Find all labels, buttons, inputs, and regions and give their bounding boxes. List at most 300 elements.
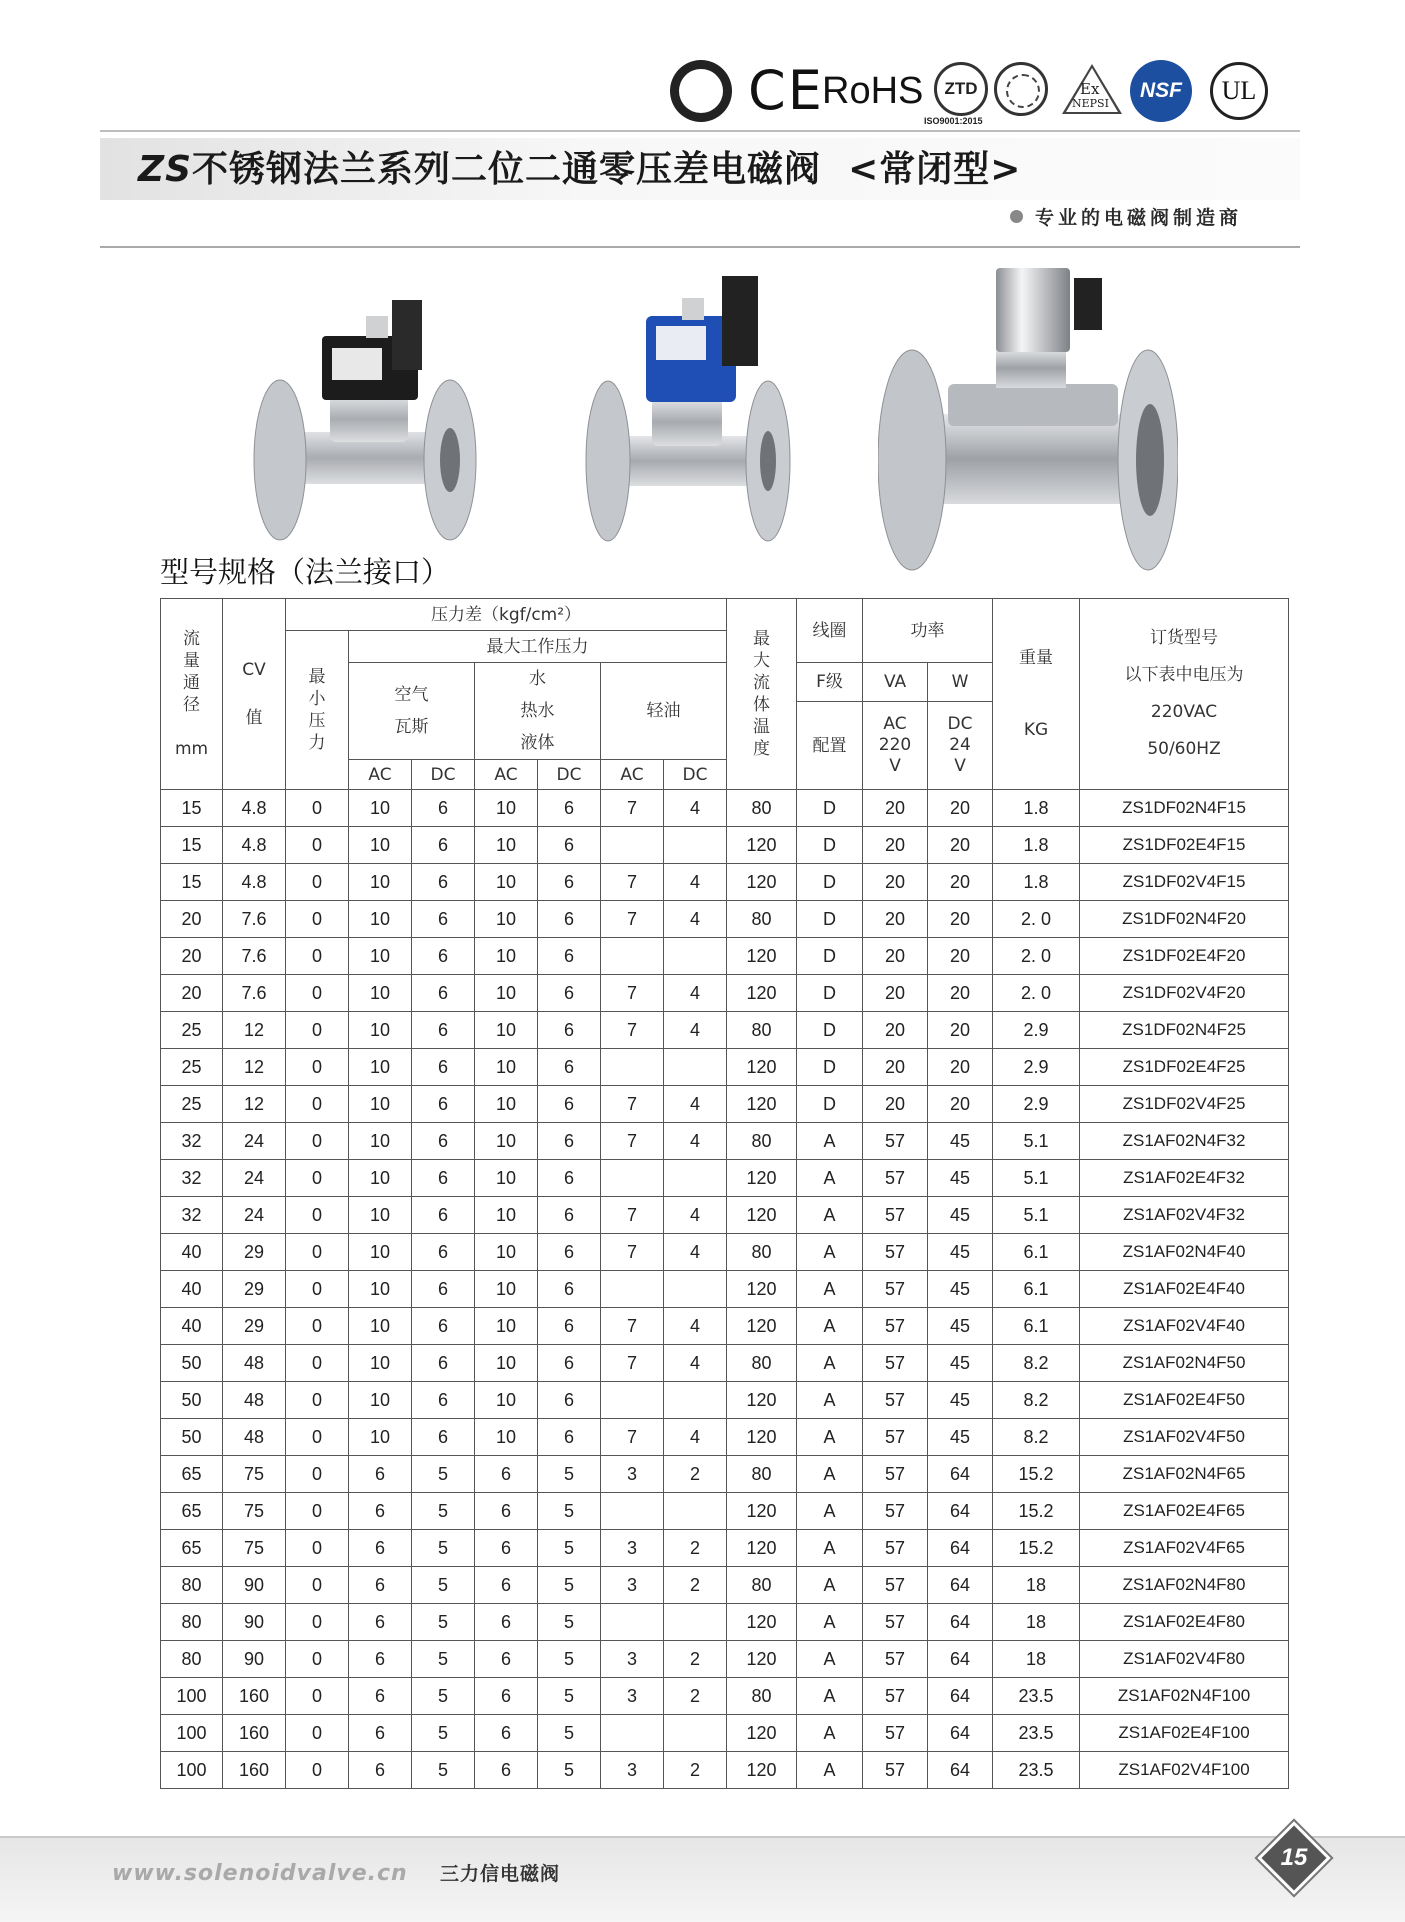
order-model-cell: ZS1AF02E4F65 bbox=[1080, 1493, 1289, 1530]
table-cell: 120 bbox=[727, 1197, 797, 1234]
table-row bbox=[161, 864, 1289, 901]
table-cell: 0 bbox=[286, 1123, 349, 1160]
subtitle-text: 专业的电磁阀制造商 bbox=[1035, 207, 1243, 229]
table-cell: 57 bbox=[863, 1604, 928, 1641]
table-cell bbox=[664, 938, 727, 975]
table-cell: D bbox=[797, 827, 863, 864]
table-cell: 6 bbox=[538, 1234, 601, 1271]
table-cell: 4 bbox=[664, 864, 727, 901]
table-cell: 57 bbox=[863, 1197, 928, 1234]
table-cell: 57 bbox=[863, 1752, 928, 1789]
table-cell: 6 bbox=[475, 1752, 538, 1789]
table-cell bbox=[664, 1271, 727, 1308]
ac220-header: AC 220 V bbox=[863, 702, 928, 790]
table-cell: 7.6 bbox=[223, 901, 286, 938]
table-cell: 45 bbox=[928, 1160, 993, 1197]
table-cell: 7 bbox=[601, 1345, 664, 1382]
table-cell: 6 bbox=[538, 938, 601, 975]
table-cell: 20 bbox=[863, 901, 928, 938]
table-cell: 6 bbox=[412, 1234, 475, 1271]
table-row bbox=[161, 901, 1289, 938]
table-cell bbox=[664, 1493, 727, 1530]
table-cell: 0 bbox=[286, 1086, 349, 1123]
table-cell: 80 bbox=[161, 1604, 223, 1641]
table-cell: 20 bbox=[863, 1012, 928, 1049]
table-cell: 6 bbox=[475, 1456, 538, 1493]
table-row bbox=[161, 1271, 1289, 1308]
table-cell: A bbox=[797, 1456, 863, 1493]
table-cell: A bbox=[797, 1641, 863, 1678]
table-cell: 0 bbox=[286, 938, 349, 975]
certification-logos bbox=[664, 56, 1284, 128]
coil-header: 线圈 bbox=[797, 599, 863, 663]
table-cell bbox=[601, 1493, 664, 1530]
table-cell: 6 bbox=[412, 901, 475, 938]
table-cell: 75 bbox=[223, 1493, 286, 1530]
coil-class-header: F级 bbox=[797, 663, 863, 702]
weight-header: 重量 KG bbox=[993, 599, 1080, 790]
table-cell: 6 bbox=[412, 1308, 475, 1345]
table-cell: 4 bbox=[664, 1012, 727, 1049]
table-cell: 57 bbox=[863, 1382, 928, 1419]
footer-brand: 三力信电磁阀 bbox=[440, 1863, 561, 1885]
table-cell: 4.8 bbox=[223, 790, 286, 827]
table-cell: 0 bbox=[286, 1345, 349, 1382]
table-cell: 10 bbox=[475, 790, 538, 827]
table-cell: 0 bbox=[286, 1530, 349, 1567]
table-cell: 6 bbox=[412, 790, 475, 827]
table-cell: 64 bbox=[928, 1493, 993, 1530]
table-cell: 5 bbox=[412, 1715, 475, 1752]
table-cell: 5 bbox=[538, 1752, 601, 1789]
table-cell: 20 bbox=[863, 864, 928, 901]
ul-logo: UL bbox=[1210, 62, 1268, 120]
table-cell: 0 bbox=[286, 1382, 349, 1419]
table-cell: 3 bbox=[601, 1456, 664, 1493]
table-cell: 10 bbox=[349, 975, 412, 1012]
table-cell: 6 bbox=[475, 1641, 538, 1678]
table-cell: 120 bbox=[727, 827, 797, 864]
table-cell: 20 bbox=[928, 790, 993, 827]
table-cell: 6 bbox=[538, 790, 601, 827]
table-cell: 10 bbox=[349, 1086, 412, 1123]
water-ac-header: AC bbox=[475, 760, 538, 790]
table-cell: 15.2 bbox=[993, 1493, 1080, 1530]
table-cell: 10 bbox=[349, 827, 412, 864]
table-cell: 6 bbox=[475, 1567, 538, 1604]
table-cell: 10 bbox=[475, 938, 538, 975]
table-cell bbox=[664, 827, 727, 864]
table-cell: 40 bbox=[161, 1234, 223, 1271]
table-cell: 160 bbox=[223, 1752, 286, 1789]
table-row bbox=[161, 1123, 1289, 1160]
order-model-cell: ZS1AF02N4F65 bbox=[1080, 1456, 1289, 1493]
table-row bbox=[161, 1641, 1289, 1678]
table-cell: 0 bbox=[286, 1160, 349, 1197]
order-model-cell: ZS1DF02N4F20 bbox=[1080, 901, 1289, 938]
table-cell: 5 bbox=[538, 1604, 601, 1641]
table-row bbox=[161, 1160, 1289, 1197]
table-cell: 2 bbox=[664, 1456, 727, 1493]
table-row bbox=[161, 1604, 1289, 1641]
table-cell: 10 bbox=[349, 901, 412, 938]
table-cell: 20 bbox=[928, 864, 993, 901]
table-cell: 6 bbox=[412, 975, 475, 1012]
rohs-mark: RoHS bbox=[822, 70, 924, 112]
ztd-logo: ZTD bbox=[934, 62, 988, 116]
table-cell: 5 bbox=[412, 1641, 475, 1678]
table-cell: 45 bbox=[928, 1419, 993, 1456]
table-cell: 10 bbox=[475, 1012, 538, 1049]
table-cell: 5 bbox=[538, 1678, 601, 1715]
table-cell: 5 bbox=[412, 1456, 475, 1493]
table-cell: 20 bbox=[863, 938, 928, 975]
table-cell: 120 bbox=[727, 975, 797, 1012]
table-cell: 5 bbox=[412, 1678, 475, 1715]
order-model-cell: ZS1AF02E4F32 bbox=[1080, 1160, 1289, 1197]
table-cell: 6 bbox=[412, 1086, 475, 1123]
table-cell: 32 bbox=[161, 1197, 223, 1234]
table-cell: 48 bbox=[223, 1345, 286, 1382]
table-cell: 10 bbox=[475, 1197, 538, 1234]
table-cell: 3 bbox=[601, 1678, 664, 1715]
table-row bbox=[161, 1234, 1289, 1271]
table-cell bbox=[601, 827, 664, 864]
order-model-cell: ZS1DF02V4F20 bbox=[1080, 975, 1289, 1012]
table-cell: 2 bbox=[664, 1678, 727, 1715]
table-cell: 7 bbox=[601, 901, 664, 938]
table-cell: 120 bbox=[727, 1752, 797, 1789]
table-cell: 57 bbox=[863, 1715, 928, 1752]
table-cell bbox=[664, 1604, 727, 1641]
table-cell: 0 bbox=[286, 1493, 349, 1530]
footer-url: www.solenoidvalve.cn bbox=[112, 1861, 408, 1886]
table-cell: 4 bbox=[664, 1345, 727, 1382]
table-cell: 5 bbox=[538, 1456, 601, 1493]
table-cell: 6 bbox=[538, 1012, 601, 1049]
table-cell: 10 bbox=[475, 1160, 538, 1197]
table-cell: 120 bbox=[727, 1049, 797, 1086]
table-cell: 0 bbox=[286, 864, 349, 901]
title-prefix: ZS bbox=[138, 149, 193, 190]
table-cell: 6 bbox=[412, 1049, 475, 1086]
table-cell: 5.1 bbox=[993, 1123, 1080, 1160]
table-cell: 40 bbox=[161, 1308, 223, 1345]
table-cell: 64 bbox=[928, 1641, 993, 1678]
table-cell: 0 bbox=[286, 1308, 349, 1345]
table-cell: 6 bbox=[412, 827, 475, 864]
table-cell: 45 bbox=[928, 1308, 993, 1345]
table-row bbox=[161, 1086, 1289, 1123]
order-model-cell: ZS1DF02N4F15 bbox=[1080, 790, 1289, 827]
order-model-cell: ZS1AF02N4F40 bbox=[1080, 1234, 1289, 1271]
table-cell: 4.8 bbox=[223, 827, 286, 864]
table-cell: 7.6 bbox=[223, 975, 286, 1012]
table-cell: 10 bbox=[349, 1382, 412, 1419]
table-cell: 3 bbox=[601, 1641, 664, 1678]
table-cell: 6 bbox=[412, 1271, 475, 1308]
table-cell: 65 bbox=[161, 1530, 223, 1567]
table-cell: 6 bbox=[412, 1382, 475, 1419]
table-cell: 5 bbox=[412, 1493, 475, 1530]
w-header: W bbox=[928, 663, 993, 702]
va-header: VA bbox=[863, 663, 928, 702]
table-cell: 10 bbox=[349, 1234, 412, 1271]
table-cell: 0 bbox=[286, 901, 349, 938]
table-cell bbox=[601, 1715, 664, 1752]
table-cell: 120 bbox=[727, 1493, 797, 1530]
table-cell: 10 bbox=[349, 1123, 412, 1160]
order-model-cell: ZS1AF02E4F80 bbox=[1080, 1604, 1289, 1641]
table-cell: 10 bbox=[475, 975, 538, 1012]
table-cell: 6 bbox=[538, 1419, 601, 1456]
table-cell: 6 bbox=[412, 1012, 475, 1049]
table-row bbox=[161, 1419, 1289, 1456]
order-model-cell: ZS1DF02E4F25 bbox=[1080, 1049, 1289, 1086]
table-cell: 12 bbox=[223, 1086, 286, 1123]
table-cell: 0 bbox=[286, 1567, 349, 1604]
title-top-rule bbox=[100, 130, 1300, 132]
table-cell: 5 bbox=[538, 1493, 601, 1530]
table-cell: 7 bbox=[601, 1419, 664, 1456]
table-cell: 7 bbox=[601, 1234, 664, 1271]
table-cell: 2. 0 bbox=[993, 901, 1080, 938]
water-header: 水 热水 液体 bbox=[475, 663, 601, 760]
bore-header: 流量通径 mm bbox=[161, 599, 223, 790]
table-cell: 3 bbox=[601, 1530, 664, 1567]
table-cell: 120 bbox=[727, 1641, 797, 1678]
table-row bbox=[161, 827, 1289, 864]
table-cell: 5 bbox=[538, 1567, 601, 1604]
order-model-cell: ZS1DF02N4F25 bbox=[1080, 1012, 1289, 1049]
table-cell: 20 bbox=[928, 938, 993, 975]
table-cell: 6 bbox=[538, 1308, 601, 1345]
table-cell: D bbox=[797, 790, 863, 827]
table-cell: 0 bbox=[286, 1715, 349, 1752]
table-cell: 0 bbox=[286, 1197, 349, 1234]
table-row bbox=[161, 1197, 1289, 1234]
spec-table-body bbox=[161, 790, 1289, 1789]
table-cell: 20 bbox=[161, 975, 223, 1012]
table-cell: 4 bbox=[664, 1308, 727, 1345]
table-cell: 0 bbox=[286, 1234, 349, 1271]
table-cell: 4 bbox=[664, 1419, 727, 1456]
table-cell: 0 bbox=[286, 1271, 349, 1308]
table-cell: 25 bbox=[161, 1049, 223, 1086]
cv-header: CV 值 bbox=[223, 599, 286, 790]
table-cell: 57 bbox=[863, 1345, 928, 1382]
table-cell: 5.1 bbox=[993, 1197, 1080, 1234]
table-cell: 57 bbox=[863, 1678, 928, 1715]
table-cell: 6 bbox=[538, 1345, 601, 1382]
table-cell: A bbox=[797, 1160, 863, 1197]
table-cell: 120 bbox=[727, 1086, 797, 1123]
table-cell: 57 bbox=[863, 1419, 928, 1456]
table-cell: A bbox=[797, 1419, 863, 1456]
table-cell: 65 bbox=[161, 1493, 223, 1530]
table-cell: D bbox=[797, 901, 863, 938]
max-temp-header: 最大流体温度 bbox=[727, 599, 797, 790]
table-cell: 45 bbox=[928, 1234, 993, 1271]
table-cell: 6 bbox=[349, 1678, 412, 1715]
table-cell: 29 bbox=[223, 1308, 286, 1345]
table-cell: 90 bbox=[223, 1567, 286, 1604]
table-cell: 0 bbox=[286, 1641, 349, 1678]
table-cell: A bbox=[797, 1493, 863, 1530]
table-cell: 10 bbox=[475, 827, 538, 864]
table-row bbox=[161, 1678, 1289, 1715]
order-model-cell: ZS1AF02E4F100 bbox=[1080, 1715, 1289, 1752]
table-cell: 23.5 bbox=[993, 1752, 1080, 1789]
table-cell: 7 bbox=[601, 790, 664, 827]
table-cell: 90 bbox=[223, 1641, 286, 1678]
table-cell: 6 bbox=[349, 1493, 412, 1530]
table-cell: 57 bbox=[863, 1271, 928, 1308]
table-cell: 18 bbox=[993, 1604, 1080, 1641]
table-cell: 24 bbox=[223, 1123, 286, 1160]
table-cell: 2.9 bbox=[993, 1012, 1080, 1049]
table-cell: D bbox=[797, 1086, 863, 1123]
table-cell: 50 bbox=[161, 1345, 223, 1382]
table-cell bbox=[601, 1604, 664, 1641]
table-cell: 7 bbox=[601, 1308, 664, 1345]
table-cell: 6 bbox=[412, 1345, 475, 1382]
table-cell: 23.5 bbox=[993, 1715, 1080, 1752]
table-cell: 57 bbox=[863, 1308, 928, 1345]
table-cell: 10 bbox=[349, 1308, 412, 1345]
table-cell: 6 bbox=[538, 864, 601, 901]
table-cell: 80 bbox=[727, 790, 797, 827]
table-cell: 6 bbox=[349, 1567, 412, 1604]
title-main: 不锈钢法兰系列二位二通零压差电磁阀 bbox=[192, 149, 822, 190]
tuv-nord-logo bbox=[670, 60, 732, 122]
table-row bbox=[161, 790, 1289, 827]
table-cell: 10 bbox=[475, 901, 538, 938]
table-cell: 10 bbox=[349, 864, 412, 901]
table-cell: 80 bbox=[727, 1567, 797, 1604]
table-cell: 120 bbox=[727, 938, 797, 975]
order-model-cell: ZS1AF02V4F80 bbox=[1080, 1641, 1289, 1678]
title-band bbox=[100, 138, 1300, 200]
table-cell: 20 bbox=[863, 827, 928, 864]
table-cell: 100 bbox=[161, 1752, 223, 1789]
table-cell: 10 bbox=[349, 1197, 412, 1234]
table-cell: 15 bbox=[161, 864, 223, 901]
table-cell: 57 bbox=[863, 1234, 928, 1271]
table-cell: 6.1 bbox=[993, 1234, 1080, 1271]
table-cell: 6 bbox=[349, 1530, 412, 1567]
table-cell: 64 bbox=[928, 1678, 993, 1715]
table-cell: 8.2 bbox=[993, 1382, 1080, 1419]
table-cell: A bbox=[797, 1123, 863, 1160]
oil-ac-header: AC bbox=[601, 760, 664, 790]
table-cell: 6 bbox=[349, 1604, 412, 1641]
table-cell: A bbox=[797, 1271, 863, 1308]
table-cell: 1.8 bbox=[993, 790, 1080, 827]
table-cell bbox=[664, 1160, 727, 1197]
table-cell: 12 bbox=[223, 1049, 286, 1086]
table-cell: 80 bbox=[727, 1234, 797, 1271]
table-cell: 120 bbox=[727, 1160, 797, 1197]
table-cell: 6 bbox=[538, 1160, 601, 1197]
table-cell: 120 bbox=[727, 1308, 797, 1345]
table-cell: 100 bbox=[161, 1715, 223, 1752]
table-cell: 10 bbox=[475, 864, 538, 901]
table-cell: 2. 0 bbox=[993, 938, 1080, 975]
table-cell: 15.2 bbox=[993, 1530, 1080, 1567]
table-cell: 4 bbox=[664, 901, 727, 938]
table-cell: 32 bbox=[161, 1123, 223, 1160]
table-cell: 4 bbox=[664, 1086, 727, 1123]
order-model-cell: ZS1AF02V4F40 bbox=[1080, 1308, 1289, 1345]
table-cell: 25 bbox=[161, 1012, 223, 1049]
light-oil-header: 轻油 bbox=[601, 663, 727, 760]
table-cell: 5 bbox=[412, 1752, 475, 1789]
table-cell: 29 bbox=[223, 1234, 286, 1271]
table-cell: 20 bbox=[161, 901, 223, 938]
table-cell: 0 bbox=[286, 1604, 349, 1641]
table-cell: 23.5 bbox=[993, 1678, 1080, 1715]
table-cell: 6 bbox=[412, 1160, 475, 1197]
table-cell: 20 bbox=[928, 901, 993, 938]
table-cell: 64 bbox=[928, 1752, 993, 1789]
table-cell: 20 bbox=[928, 1086, 993, 1123]
table-cell: 6 bbox=[475, 1604, 538, 1641]
table-cell: 2 bbox=[664, 1530, 727, 1567]
ce-mark: CE bbox=[748, 59, 824, 122]
table-cell: D bbox=[797, 1012, 863, 1049]
table-cell: 29 bbox=[223, 1271, 286, 1308]
table-cell: 120 bbox=[727, 864, 797, 901]
table-cell: 4 bbox=[664, 1197, 727, 1234]
table-cell: 6 bbox=[538, 1123, 601, 1160]
table-cell: 15 bbox=[161, 827, 223, 864]
table-cell: 5 bbox=[412, 1567, 475, 1604]
table-cell: 10 bbox=[349, 1419, 412, 1456]
table-cell: 120 bbox=[727, 1604, 797, 1641]
table-cell: 10 bbox=[349, 1345, 412, 1382]
table-cell: 5 bbox=[538, 1641, 601, 1678]
table-cell: 0 bbox=[286, 1012, 349, 1049]
table-cell: 160 bbox=[223, 1715, 286, 1752]
table-cell bbox=[664, 1715, 727, 1752]
table-cell: 20 bbox=[928, 1049, 993, 1086]
table-cell: 0 bbox=[286, 1678, 349, 1715]
table-cell: 6 bbox=[349, 1752, 412, 1789]
table-cell: 10 bbox=[349, 938, 412, 975]
table-cell: 0 bbox=[286, 827, 349, 864]
table-cell: 80 bbox=[161, 1641, 223, 1678]
table-cell: 48 bbox=[223, 1419, 286, 1456]
table-cell: 0 bbox=[286, 1049, 349, 1086]
table-cell: 64 bbox=[928, 1604, 993, 1641]
footer bbox=[0, 1836, 1405, 1922]
order-model-cell: ZS1DF02V4F25 bbox=[1080, 1086, 1289, 1123]
table-cell: 6 bbox=[538, 1197, 601, 1234]
table-cell: 4.8 bbox=[223, 864, 286, 901]
dc24-header: DC 24 V bbox=[928, 702, 993, 790]
table-cell: 0 bbox=[286, 1456, 349, 1493]
table-cell: 10 bbox=[475, 1123, 538, 1160]
table-cell: 7 bbox=[601, 1086, 664, 1123]
table-cell: 6 bbox=[475, 1493, 538, 1530]
table-cell: 6 bbox=[538, 1086, 601, 1123]
table-cell: 45 bbox=[928, 1345, 993, 1382]
table-cell: 75 bbox=[223, 1456, 286, 1493]
table-cell: 80 bbox=[727, 1345, 797, 1382]
table-cell: 160 bbox=[223, 1678, 286, 1715]
table-cell: 6 bbox=[412, 1419, 475, 1456]
